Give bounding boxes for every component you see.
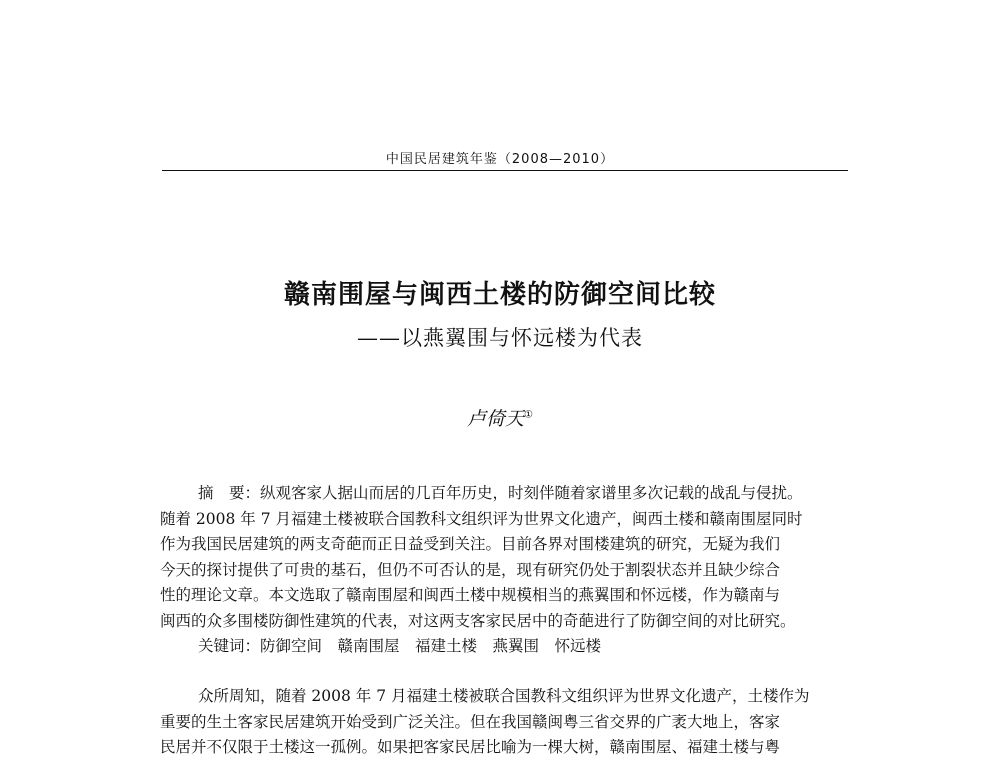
abstract-line: 今天的探讨提供了可贵的基石，但仍不可否认的是，现有研究仍处于割裂状态并且缺少综合 [160,560,781,579]
body-line: 重要的生土客家民居建筑开始受到广泛关注。但在我国赣闽粤三省交界的广袤大地上，客家 [160,712,781,731]
keywords-line: 关键词：防御空间 赣南围屋 福建土楼 燕翼围 怀远楼 [198,637,602,655]
abstract-line: 作为我国民居建筑的两支奇葩而正日益受到关注。目前各界对围楼建筑的研究，无疑为我们 [160,535,781,553]
article-title: 赣南围屋与闽西土楼的防御空间比较 [283,280,716,310]
abstract-line: 摘 要：纵观客家人据山而居的几百年历史，时刻伴随着家谱里多次记载的战乱与侵扰。 [198,484,803,502]
body-line: 众所周知，随着 2008 年 7 月福建土楼被联合国教科文组织评为世界文化遗产，土楼作为 [198,687,810,705]
running-header: 中国民居建筑年鉴（2008—2010） [385,152,615,167]
body-text [160,684,850,761]
header-rule [162,170,848,171]
author-name: 卢倚天 [467,408,525,430]
abstract-line: 随着 2008 年 7 月福建土楼被联合国教科文组织评为世界文化遗产，闽西土楼和赣南围屋同时 [160,509,803,528]
author-line [0,404,1000,431]
body-line: 民居并不仅限于土楼这一孤例。如果把客家民居比喻为一棵大树，赣南围屋、福建土楼与粤 [160,738,781,756]
abstract-line: 性的理论文章。本文选取了赣南围屋和闽西土楼中规模相当的燕翼围和怀远楼，作为赣南与 [160,586,781,604]
abstract-line: 闽西的众多围楼防御性建筑的代表，对这两支客家民居中的奇葩进行了防御空间的对比研究。 [160,611,796,630]
author-footnote-mark: ① [524,409,533,421]
article-subtitle: ——以燕翼围与怀远楼为代表 [357,326,643,350]
abstract [160,481,850,660]
